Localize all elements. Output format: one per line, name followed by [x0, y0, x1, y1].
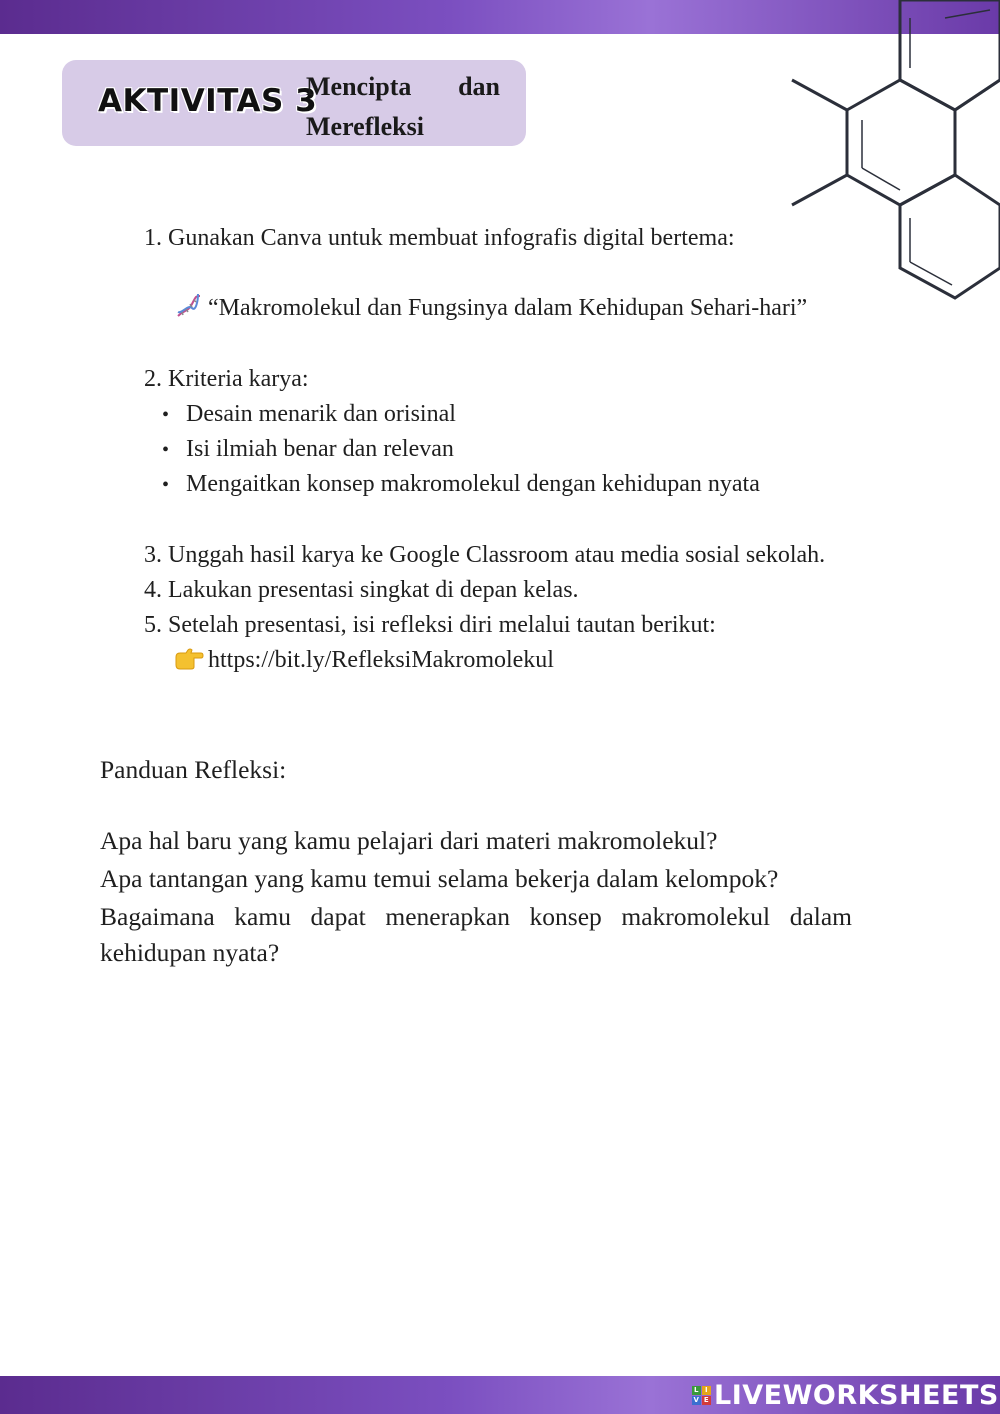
theme-line — [174, 292, 807, 323]
criteria-item — [162, 399, 456, 430]
hexagon-molecule-decoration — [780, 0, 1000, 310]
activity-subtitle-word2: dan — [458, 72, 500, 101]
reflection-question-2: Apa tantangan yang kamu temui selama bekerja dalam kelompok? — [100, 864, 779, 893]
step-2: 2. Kriteria karya: — [144, 366, 309, 392]
liveworksheets-brand — [692, 1376, 999, 1414]
theme-text: “Makromolekul dan Fungsinya dalam Kehidupan Sehari-hari” — [208, 295, 808, 321]
step-4: 4. Lakukan presentasi singkat di depan kelas. — [144, 577, 579, 603]
bullet-icon: • — [162, 474, 170, 496]
activity-title: AKTIVITAS 3 — [98, 83, 318, 119]
bullet-icon: • — [162, 439, 170, 461]
criteria-item — [162, 434, 454, 465]
criteria-text: Desain menarik dan orisinal — [186, 401, 456, 427]
reflection-question-3-line1: Bagaimana kamu dapat menerapkan konsep makromolekul dalam — [100, 902, 852, 931]
reflection-heading: Panduan Refleksi: — [100, 755, 287, 784]
activity-subtitle-line2: Merefleksi — [306, 112, 424, 141]
pointing-hand-icon — [174, 647, 204, 671]
dna-icon — [174, 292, 202, 320]
step-5: 5. Setelah presentasi, isi refleksi diri melalui tautan berikut: — [144, 612, 716, 638]
activity-subtitle-word1: Mencipta — [306, 72, 412, 101]
brand-text: LIVEWORKSHEETS — [714, 1379, 999, 1411]
activity-subtitle-line1 — [306, 72, 500, 102]
link-line — [174, 645, 554, 675]
criteria-text: Isi ilmiah benar dan relevan — [186, 436, 454, 462]
bullet-icon: • — [162, 404, 170, 426]
reflection-question-3-line2: kehidupan nyata? — [100, 938, 280, 967]
criteria-item — [162, 469, 760, 500]
step-1: 1. Gunakan Canva untuk membuat infografis digital bertema: — [144, 225, 735, 251]
reflection-link[interactable]: https://bit.ly/RefleksiMakromolekul — [208, 647, 554, 673]
reflection-question-1: Apa hal baru yang kamu pelajari dari materi makromolekul? — [100, 826, 718, 855]
criteria-text: Mengaitkan konsep makromolekul dengan kehidupan nyata — [186, 471, 760, 497]
liveworksheets-logo-icon: L I V E — [693, 1385, 710, 1404]
step-3: 3. Unggah hasil karya ke Google Classroom atau media sosial sekolah. — [144, 542, 826, 568]
